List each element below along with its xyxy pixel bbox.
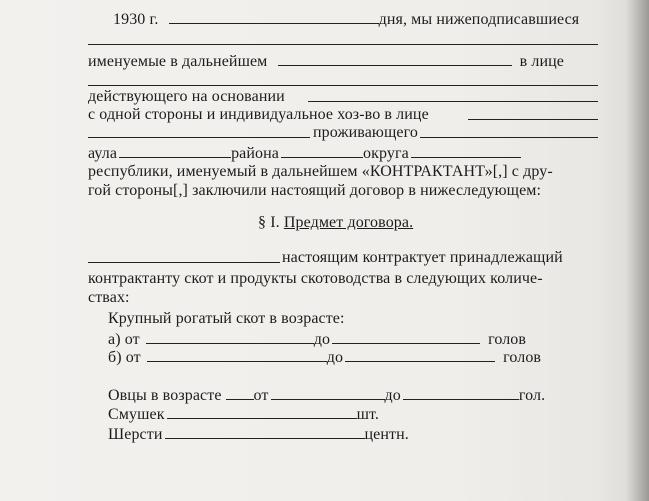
residing-text: проживающего — [313, 124, 418, 141]
b-from-blank — [147, 348, 327, 362]
sheep-to-blank — [403, 386, 519, 400]
livestock-text: контрактанту скот и продукты скотоводства в следующих количе- — [88, 270, 543, 287]
line-contract — [282, 249, 563, 267]
okrug-label: округа — [363, 145, 409, 162]
name-blank — [278, 52, 512, 66]
quantities-text: ствах: — [88, 289, 130, 306]
republic-text: республики, именуемый в дальнейшем «КОНТРАКТАНТ»[,] с дру- — [88, 163, 553, 180]
line-cattle-a — [108, 330, 526, 349]
blank-line — [88, 85, 598, 86]
smushek-label: Смушек — [108, 406, 165, 423]
line-basis — [88, 88, 285, 106]
day-blank — [169, 10, 379, 24]
cattle-heading: Крупный рогатый скот в возрасте: — [108, 310, 345, 327]
one-side-text: с одной стороны и индивидуальное хоз-во в лице — [88, 106, 429, 123]
section-heading — [258, 214, 413, 232]
sheep-from-blank — [271, 386, 385, 400]
line-wool — [108, 425, 409, 444]
smushek-blank — [167, 405, 357, 419]
a-from-label: а) от — [108, 331, 140, 348]
b-from-label: б) от — [108, 349, 141, 366]
line-smushek — [108, 405, 379, 424]
sheep-to-label: до — [384, 387, 401, 404]
line-livestock — [88, 270, 543, 288]
section-number: § I. — [258, 214, 280, 231]
line-cattle — [108, 310, 345, 328]
line-sheep — [108, 386, 545, 405]
year-label: 1930 г. — [113, 11, 159, 28]
a-from-blank — [146, 330, 314, 344]
b-to-label: до — [326, 349, 344, 366]
basis-blank — [308, 101, 598, 102]
wool-unit-label: центн. — [364, 426, 409, 443]
in-person-text: в лице — [519, 53, 565, 70]
line-one-side — [88, 106, 429, 124]
sheep-unit-label: гол. — [518, 387, 546, 404]
basis-text: действующего на основании — [88, 88, 285, 105]
section-title: Предмет договора. — [283, 214, 414, 231]
blank-line — [88, 44, 598, 45]
a-to-label: до — [313, 331, 331, 348]
aul-blank — [119, 144, 231, 158]
intro-text: дня, мы нижеподписавшиеся — [378, 11, 580, 28]
name-blank-2 — [88, 137, 310, 138]
aul-label: аула — [88, 145, 118, 162]
b-to-blank — [345, 348, 495, 362]
a-unit-label: голов — [488, 331, 527, 348]
named-text: именуемые в дальнейшем — [88, 53, 268, 70]
b-unit-label: голов — [503, 349, 542, 366]
sheep-label: Овцы в возрасте — [108, 387, 222, 404]
contractor-blank — [88, 262, 280, 263]
wool-label: Шерсти — [108, 426, 163, 443]
line-named — [88, 52, 564, 71]
smushek-unit-label: шт. — [356, 406, 380, 423]
person-blank — [468, 119, 598, 120]
line-residing — [313, 124, 418, 142]
sheep-age-blank — [226, 386, 254, 400]
district-blank — [281, 144, 363, 158]
page-edge-shadow — [627, 0, 649, 501]
line-republic — [88, 163, 553, 181]
line-other-side — [88, 182, 541, 200]
line-location — [88, 144, 521, 163]
wool-blank — [165, 425, 365, 439]
line-cattle-b — [108, 348, 541, 367]
residence-blank — [420, 137, 598, 138]
okrug-blank — [411, 144, 521, 158]
other-side-text: гой стороны[,] заключили настоящий договор в нижеследующем: — [88, 182, 542, 199]
contract-text: настоящим контрактует принадлежащий — [282, 249, 563, 266]
district-label: района — [231, 145, 280, 162]
a-to-blank — [332, 330, 480, 344]
line-date — [113, 10, 579, 29]
line-quantities — [88, 289, 130, 307]
sheep-from-label: от — [253, 387, 269, 404]
